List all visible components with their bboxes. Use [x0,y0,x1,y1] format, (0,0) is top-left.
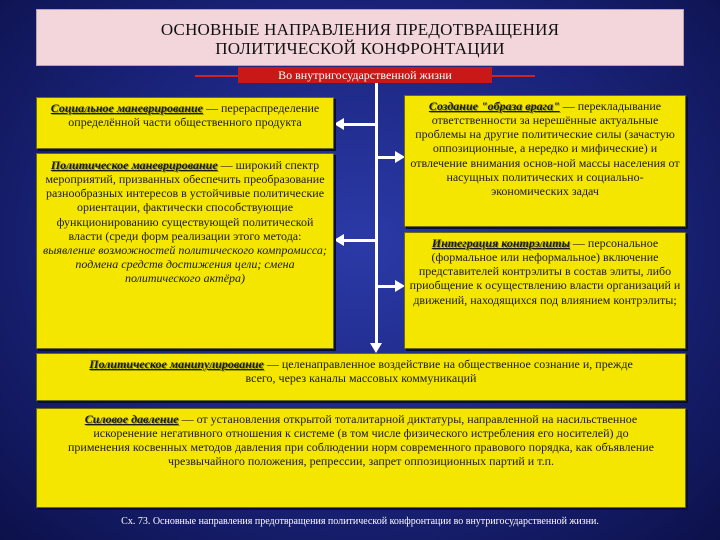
social-maneuvering-dash: — [203,101,218,115]
political-manipulation-text: целенаправленное воздействие на общественное сознание и, прежде всего, через каналы массовых коммуникаций [245,357,633,386]
red-divider-left [195,75,238,77]
political-maneuvering-box [36,153,334,349]
title-line-1: ОСНОВНЫЕ НАПРАВЛЕНИЯ ПРЕДОТВРАЩЕНИЯ [160,20,560,39]
political-maneuvering-text: широкий спектр мероприятий, призванных обеспечить преобразование разнообразных интересов в устойчивые политические ориентации, фактически способствующие функционированию существующей политической власти (среди форм реализации этого метода: [45,158,325,243]
political-maneuvering-dash: — [217,158,233,172]
social-maneuvering-term: Социальное маневрирование [50,101,203,115]
subheading: Во внутригосударственной жизни [238,67,492,83]
social-maneuvering-text: перераспределение определённой части общественного продукта [68,101,320,130]
force-pressure-term: Силовое давление [84,412,179,426]
political-maneuvering-italic-text: выявление возможностей политического компромисса; подмена средств достижения цели; смена политического актёра) [43,242,327,286]
force-pressure-box [36,408,686,508]
force-pressure-dash: — [178,412,194,426]
enemy-image-text: перекладывание ответственности за нерешённые актуальные проблемы на другие политические силы (зачастую оппозиционные, а нередко и мифические) и отвлечение внимания основ-ной массы населения от насущных политических и социально-экономических задач [410,99,680,198]
counter-elite-box [404,232,686,349]
counter-elite-term: Интеграция контрэлиты [431,236,570,250]
enemy-image-term: Создание "образа врага" [428,99,560,113]
figure-caption: Сх. 73. Основные направления предотвращения политической конфронтации во внутригосударственной жизни. [121,516,599,527]
force-pressure-text: от установления открытой тоталитарной диктатуры, направленной на насильственное искоренение негативного отношения к системе (в том числе физического истребления его носителей) до применения косвенных методов давления при соблюдении норм современного правового порядка, как объявление чрезвычайного положения, репрессии, запрет оппозиционных партий и т.п. [67,412,655,469]
arrow-left-icon [334,234,344,246]
title-line-2: ПОЛИТИЧЕСКОЙ КОНФРОНТАЦИИ [215,39,505,58]
arrow-down-icon [370,343,382,353]
political-manipulation-box [36,353,686,401]
connector-to-social [343,123,377,126]
connector-to-political-maneuver [343,239,377,242]
arrow-left-icon [334,118,344,130]
counter-elite-dash: — [569,236,585,250]
connector-to-counter-elite [377,285,397,288]
counter-elite-text: персональное (формальное или неформальное) включение представителей контрэлиты в состав элиты, либо приобщение к осуществлению власти организаций и движений, находящихся под влиянием контрэлиты; [409,236,681,307]
political-manipulation-dash: — [263,357,279,371]
connector-to-enemy-image [377,156,397,159]
social-maneuvering-box [36,97,334,149]
red-divider-right [492,75,535,77]
diagram-title [36,9,684,66]
political-maneuvering-term: Политическое маневрирование [50,158,218,172]
enemy-image-box [404,95,686,227]
enemy-image-dash: — [559,99,575,113]
political-manipulation-term: Политическое манипулирование [89,357,264,371]
